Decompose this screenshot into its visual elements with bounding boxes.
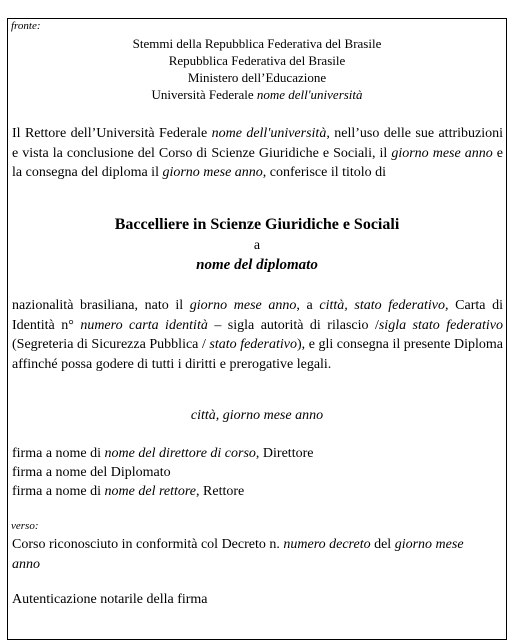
body-paragraph: nazionalità brasiliana, nato il giorno mese anno, a città, stato federativo, Carta di Identità n° numero carta identità – sigla autorità di rilascio /sigla stato federativo (Segreteria di Sicurezza Pubblica / stato federativo), e gli consegna il presente Diploma affinché possa godere di tutti i diritti e prerogative legali. (12, 298, 504, 372)
verso-label: verso: (11, 520, 39, 532)
header-line-4: Università Federale nome dell'università (151, 87, 363, 102)
place-date: città, giorno mese anno (190, 408, 324, 423)
degree-a: a (253, 238, 261, 253)
fronte-label: fronte: (11, 20, 41, 32)
signature-graduate: firma a nome del Diplomato (12, 465, 171, 480)
verso-paragraph: Corso riconosciuto in conformità col Decreto n. numero decreto del giorno mese anno (12, 537, 464, 572)
graduate-name: nome del diplomato (196, 257, 318, 273)
header-line-1: Stemmi della Repubblica Federativa del Brasile (132, 36, 382, 51)
header-line-2: Repubblica Federativa del Brasile (168, 53, 346, 68)
notary-authentication: Autenticazione notarile della firma (12, 592, 208, 607)
degree-title: Baccelliere in Scienze Giuridiche e Sociali (114, 216, 400, 233)
intro-paragraph: Il Rettore dell’Università Federale nome dell'università, nell’uso delle sue attribuzioni e vista la conclusione del Corso di Scienze Giuridiche e Sociali, il giorno mese anno e la consegna del diploma il giorno mese anno, conferisce il titolo di (12, 126, 503, 180)
header-line-3: Ministero dell’Educazione (187, 70, 327, 85)
signature-rector: firma a nome di nome del rettore, Rettore (12, 484, 245, 499)
signature-director: firma a nome di nome del direttore di corso, Direttore (12, 446, 314, 461)
